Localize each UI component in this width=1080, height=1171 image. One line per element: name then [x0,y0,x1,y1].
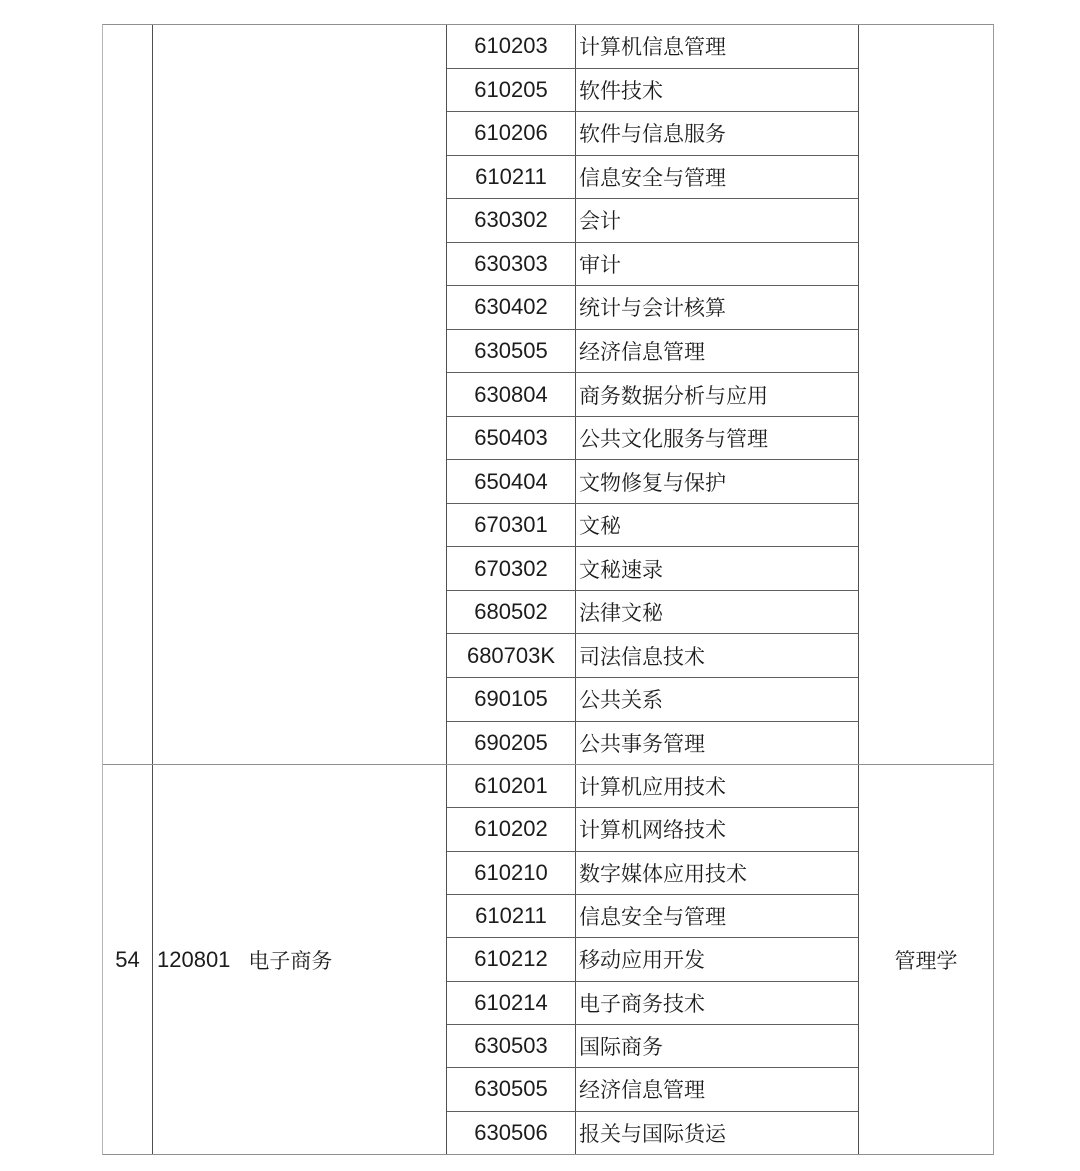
specialty-name-cell: 报关与国际货运 [575,1112,858,1154]
specialty-code-cell: 650403 [474,425,548,451]
specialty-code-cell: 610203 [474,33,548,59]
specialty-code-cell: 610212 [474,946,548,972]
specialty-code-cell: 610206 [474,120,548,146]
specialty-code-cell: 630302 [474,207,548,233]
specialty-name-cell: 信息安全与管理 [575,895,858,937]
specialty-row [447,807,858,850]
specialty-code-cell: 610210 [474,859,548,885]
specialty-name-cell: 软件与信息服务 [575,112,858,155]
specialty-row [447,633,858,677]
specialty-name-cell: 统计与会计核算 [575,286,858,329]
major-cell [153,25,447,764]
specialty-row [447,1067,858,1110]
specialty-code-cell: 690105 [474,686,548,712]
specialty-row [447,546,858,590]
specialty-row [447,459,858,503]
specialty-row [447,851,858,894]
specialty-name-cell: 软件技术 [575,69,858,112]
specialty-name-cell: 商务数据分析与应用 [575,373,858,416]
specialty-row [447,285,858,329]
specialty-row [447,937,858,980]
specialty-code-cell: 630303 [474,250,548,276]
specialty-name-cell: 文秘速录 [575,547,858,590]
specialty-name-cell: 公共文化服务与管理 [575,417,858,460]
specialty-code-cell: 610205 [474,76,548,102]
specialty-code-cell: 630505 [474,337,548,363]
major-name: 电子商务 [248,949,333,973]
specialty-row [447,1024,858,1067]
specialty-name-cell: 移动应用开发 [575,938,858,980]
specialty-row [447,416,858,460]
specialty-row [447,1111,858,1154]
specialty-name-cell: 文秘 [575,504,858,547]
specialty-code-cell: 610211 [475,903,547,929]
specialty-row [447,68,858,112]
specialty-row [447,981,858,1024]
specialty-code-cell: 680502 [474,599,548,625]
specialty-name-cell: 国际商务 [575,1025,858,1067]
specialty-name-cell: 司法信息技术 [575,634,858,677]
specialty-row [447,590,858,634]
specialty-row [447,503,858,547]
specialty-name-cell: 计算机网络技术 [575,808,858,850]
specialty-name-cell: 信息安全与管理 [575,156,858,199]
specialty-row [447,198,858,242]
row-number-cell: 54 [103,765,153,1154]
category-cell: 管理学 [858,765,993,1154]
row-number-cell [103,25,153,764]
specialty-code-cell: 630503 [474,1033,548,1059]
specialty-row [447,372,858,416]
specialty-code-cell: 610214 [474,989,548,1015]
category-cell [858,25,993,764]
specialty-name-cell: 电子商务技术 [575,982,858,1024]
major-cell [153,765,447,1154]
specialty-code-cell: 670301 [474,512,548,538]
specialty-code-cell: 610211 [475,163,547,189]
specialty-row [447,677,858,721]
specialty-rows [447,765,858,1154]
specialty-name-cell: 文物修复与保护 [575,460,858,503]
specialty-row [447,111,858,155]
specialty-name-cell: 公共关系 [575,678,858,721]
specialty-rows [447,25,858,764]
specialty-code-cell: 670302 [474,555,548,581]
specialty-code-cell: 680703K [466,642,556,668]
specialty-row [447,155,858,199]
major-admission-table [102,24,994,1155]
specialty-name-cell: 数字媒体应用技术 [575,852,858,894]
specialty-row [447,329,858,373]
specialty-name-cell: 会计 [575,199,858,242]
specialty-name-cell: 经济信息管理 [575,1068,858,1110]
specialty-code-cell: 690205 [474,729,548,755]
table-section [103,25,993,764]
specialty-code-cell: 610202 [474,816,548,842]
specialty-code-cell: 610201 [474,773,548,799]
table-section [103,764,993,1154]
specialty-name-cell: 法律文秘 [575,591,858,634]
specialty-row [447,242,858,286]
specialty-row [447,721,858,765]
specialty-name-cell: 计算机应用技术 [575,765,858,807]
specialty-row [447,25,858,68]
specialty-name-cell: 公共事务管理 [575,722,858,765]
specialty-row [447,765,858,807]
specialty-code-cell: 630804 [474,381,548,407]
specialty-name-cell: 计算机信息管理 [575,25,858,68]
specialty-row [447,894,858,937]
specialty-code-cell: 630505 [474,1076,548,1102]
specialty-code-cell: 630402 [474,294,548,320]
specialty-name-cell: 经济信息管理 [575,330,858,373]
major-code: 120801 [157,946,231,972]
specialty-code-cell: 650404 [474,468,548,494]
specialty-code-cell: 630506 [474,1119,548,1145]
specialty-name-cell: 审计 [575,243,858,286]
